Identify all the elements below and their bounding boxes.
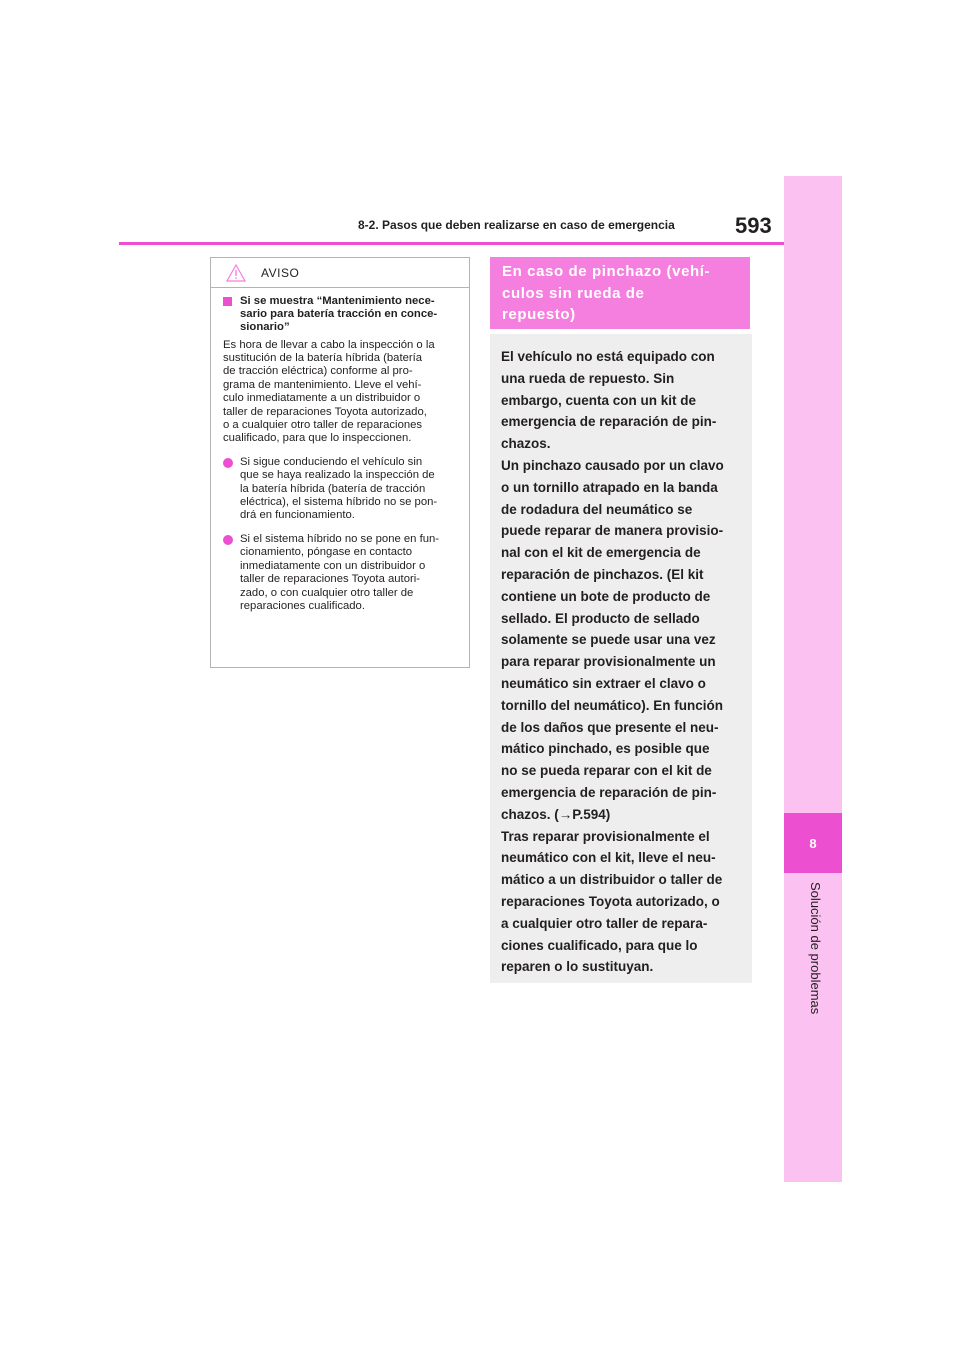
chapter-number-tab[interactable]: 8	[784, 813, 842, 873]
warning-section-title	[223, 295, 457, 335]
warning-header	[211, 258, 469, 288]
warning-triangle-icon	[226, 264, 246, 282]
circle-bullet-icon	[223, 458, 233, 468]
warning-bullet-item	[223, 533, 457, 613]
chapter-label: Solución de problemas	[808, 882, 823, 1015]
page-number: 593	[735, 213, 772, 238]
warning-paragraph: Es hora de llevar a cabo la inspección o la sustitución de la batería híbrida (batería de tracción eléctrica) conforme al pro- grama de mantenimiento. Lleve el vehí- culo inmediatamente a un distribuidor o taller de reparaciones Toyota autorizado, o a cualquier otro taller de reparaciones cualificado, para que lo inspeccionen.	[223, 338, 435, 445]
section-header-title: 8-2. Pasos que deben realizarse en caso de emergencia	[358, 218, 675, 232]
warning-box	[210, 257, 470, 668]
warning-bullet-text: Si sigue conduciendo el vehículo sin que se haya realizado la inspección de la batería híbrida (batería de tracción eléctrica), el sistema híbrido no se pon- drá en funcionamiento.	[240, 455, 438, 522]
warning-bullet-item	[223, 456, 457, 523]
circle-bullet-icon	[223, 535, 233, 545]
flat-tire-heading: En caso de pinchazo (vehí- culos sin rueda de repuesto)	[490, 257, 750, 329]
warning-section-title-text: Si se muestra “Mantenimiento nece- sario para batería tracción en conce- sionario”	[240, 295, 438, 334]
square-bullet-icon	[223, 297, 232, 306]
warning-title: AVISO	[261, 266, 300, 280]
flat-tire-body-box	[490, 334, 752, 983]
header-divider	[119, 242, 784, 245]
warning-bullet-text: Si el sistema híbrido no se pone en fun- cionamiento, póngase en contacto inmediatamente con un distribuidor o taller de reparaciones Toyota autori- zado, o con cualquier otro taller de reparaciones cualificado.	[240, 532, 440, 612]
flat-tire-body-text: El vehículo no está equipado con una rueda de repuesto. Sin embargo, cuenta con un kit de emergencia de reparación de pin- chazos. Un pinchazo causado por un clavo o un tornillo atrapado en la banda de rodadura del neumático se puede reparar de manera provisio- nal con el kit de emergencia de reparación de pinchazos. (El kit contiene un bote de producto de sellado. El producto de sellado solamente se puede usar una vez para reparar provisionalmente un neumático sin extraer el clavo o tornillo del neumático). En función de los daños que presente el neu- mático pinchado, es posible que no se pueda reparar con el kit de emergencia de reparación de pin- chazos. (→P.594) Tras reparar provisionalmente el neumático con el kit, lleve el neu- mático a un distribuidor o taller de reparaciones Toyota autorizado, o a cualquier otro taller de repara- ciones cualificado, para que lo reparen o lo sustituyan.	[501, 349, 724, 975]
